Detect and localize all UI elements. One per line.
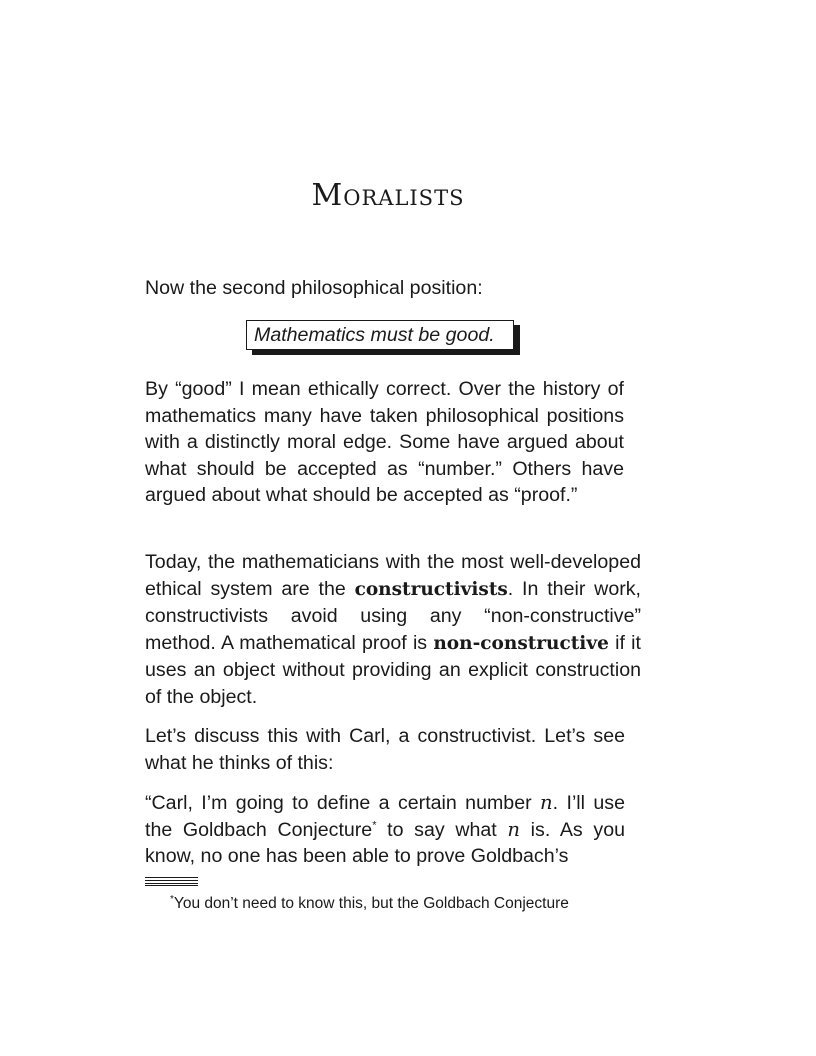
variable-n: n [540, 791, 553, 814]
today-text-1: Today, the mathematicians with the most well-developed ethical system are the [145, 551, 641, 600]
footnote-mark: * [170, 893, 174, 905]
page-title: Moralists [311, 178, 465, 214]
motto-box: Mathematics must be good. [246, 320, 514, 350]
quote-paragraph [145, 790, 625, 870]
quote-text-3: to say what [376, 818, 508, 841]
footnote [170, 893, 650, 915]
quote-text-1: “Carl, I’m going to define a certain number [145, 792, 541, 814]
quote-text-2: . I’ll use the Goldbach Conjecture [145, 792, 625, 841]
good-paragraph: By “good” I mean ethically correct. Over the history of mathematics many have taken philosophical positions with a distinctly moral edge. Some have argued about what should be accepted as “number.” Others have argued about what should be accepted as “proof.” [145, 378, 624, 507]
quote-text-4: is. As you know, no one has been able to prove Goldbach’s [145, 818, 625, 868]
variable-n: n [507, 817, 521, 841]
carl-paragraph: Let’s discuss this with Carl, a constructivist. Let’s see what he thinks of this: [145, 725, 625, 774]
footnote-rule [145, 877, 198, 886]
today-text-3: if it uses an object without providing an explicit construction of the object. [145, 631, 641, 708]
constructivists-paragraph [145, 549, 641, 711]
footnote-text: You don’t need to know this, but the Goldbach Conjecture [173, 895, 569, 912]
today-text-2: . In their work, constructivists avoid using any “non-constructive” method. A mathematical proof is [145, 577, 641, 654]
footnote-marker: * [372, 819, 377, 832]
term-non-constructive: non-constructive [433, 632, 609, 654]
intro-paragraph: Now the second philosophical position: [145, 277, 483, 299]
term-constructivists: constructivists [354, 578, 508, 600]
